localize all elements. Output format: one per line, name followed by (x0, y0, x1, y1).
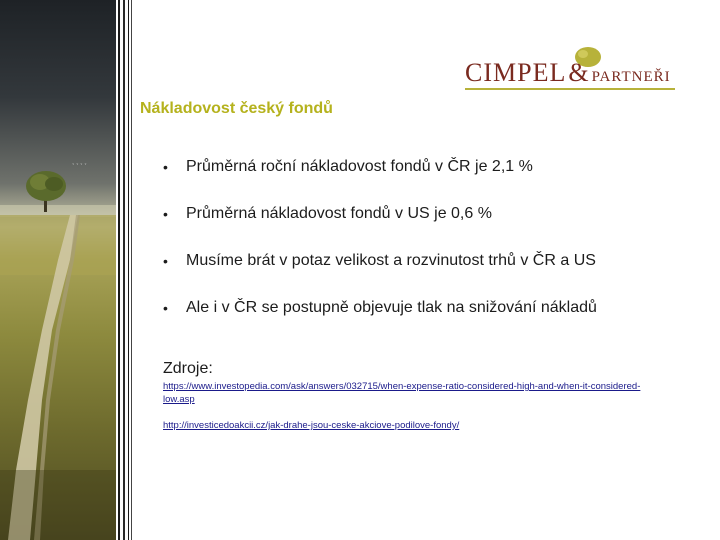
bullet-text: Musíme brát v potaz velikost a rozvinutost trhů v ČR a US (186, 252, 596, 269)
decorative-stripes (116, 0, 134, 540)
sources-heading: Zdroje: (163, 360, 213, 377)
bullet-text: Průměrná roční nákladovost fondů v ČR je 2,1 % (186, 158, 533, 175)
svg-text:ˇ ˇ ˇ ˇ: ˇ ˇ ˇ ˇ (72, 164, 87, 170)
bullet-item (163, 297, 597, 344)
bullet-item (163, 250, 597, 297)
bullet-dot-icon: • (163, 253, 168, 269)
logo-underline (465, 88, 675, 90)
bullet-dot-icon: • (163, 159, 168, 175)
logo-sub-text: PARTNEŘI (591, 69, 671, 85)
bullet-text: Ale i v ČR se postupně objevuje tlak na snižování nákladů (186, 299, 597, 316)
slide-title: Nákladovost český fondů (140, 100, 333, 117)
landscape-illustration (0, 0, 116, 540)
logo-wordmark (465, 58, 671, 88)
bullet-dot-icon: • (163, 300, 168, 316)
bullet-text: Průměrná nákladovost fondů v US je 0,6 % (186, 205, 492, 222)
source-link-investopedia[interactable]: https://www.investopedia.com/ask/answers/032715/when-expense-ratio-considered-high-and-when-it-considered-low.asp (163, 381, 641, 405)
bullet-list (163, 156, 597, 344)
landscape-photo (0, 0, 116, 540)
source-link-investicedoakcii[interactable]: http://investicedoakcii.cz/jak-drahe-jsou-ceske-akciove-podilove-fondy/ (163, 420, 460, 431)
logo-main-text: CIMPEL (465, 58, 567, 87)
bullet-dot-icon: • (163, 206, 168, 222)
bullet-item (163, 203, 597, 250)
logo-ampersand: & (568, 58, 589, 87)
company-logo (465, 46, 677, 92)
bullet-item (163, 156, 597, 203)
